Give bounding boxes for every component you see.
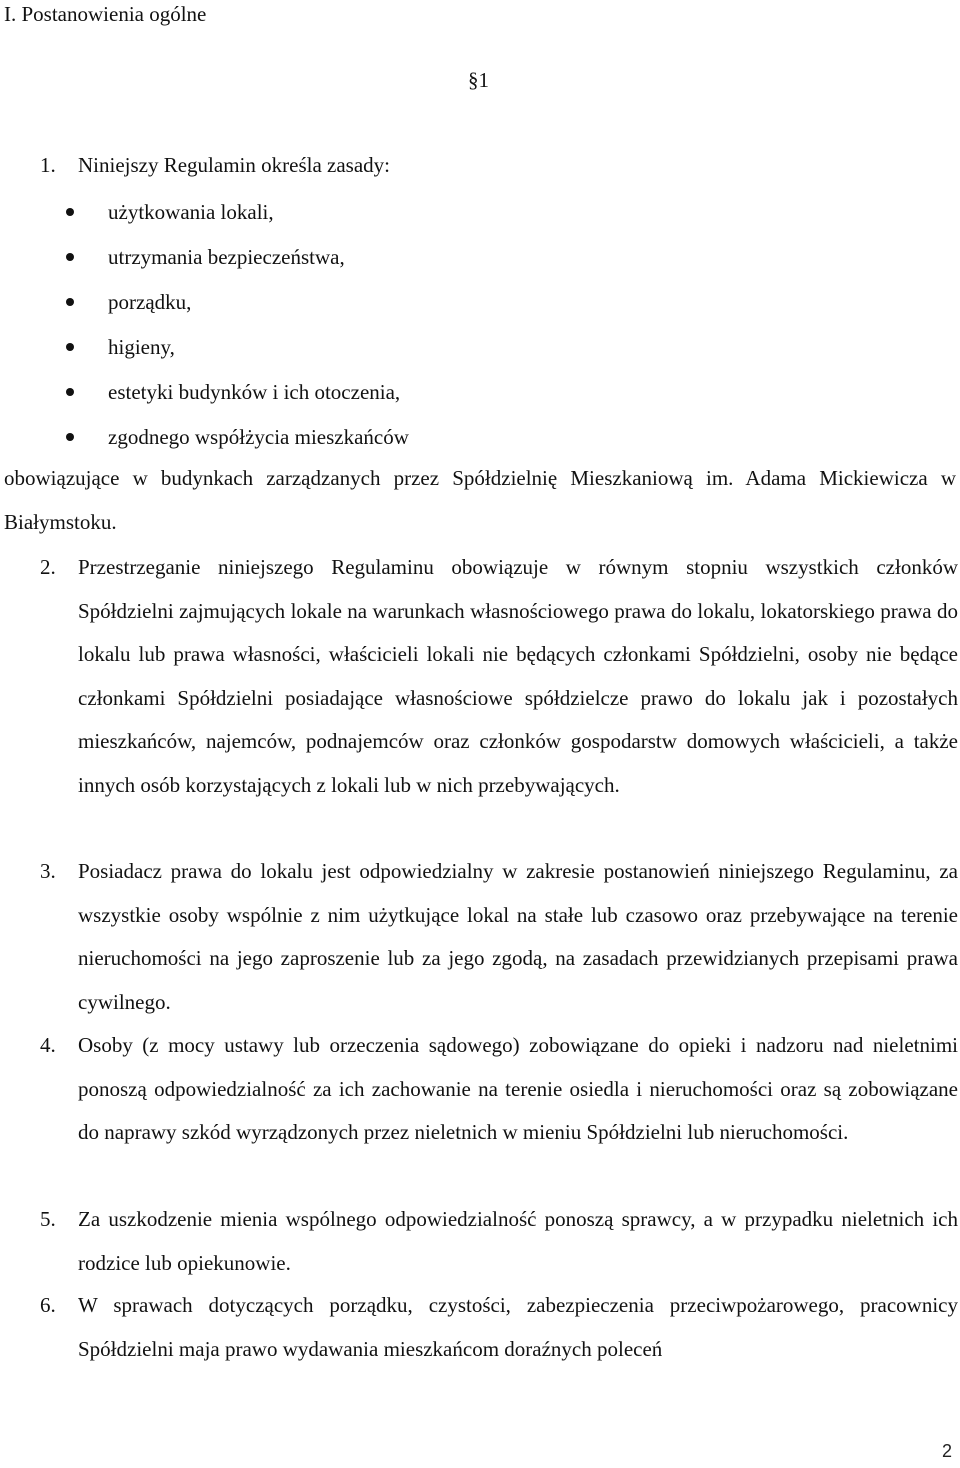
- list-item-2: [40, 546, 958, 807]
- section-heading: I. Postanowienia ogólne: [4, 2, 207, 26]
- bullet-icon: [66, 433, 74, 441]
- bullet-label: higieny,: [108, 335, 175, 359]
- bullet-label: estetyki budynków i ich otoczenia,: [108, 380, 401, 404]
- bullet-label: utrzymania bezpieczeństwa,: [108, 245, 345, 269]
- bullet-icon: [66, 343, 74, 351]
- item-number: 6.: [40, 1293, 56, 1317]
- item-number: 5.: [40, 1207, 56, 1231]
- page-number: 2: [941, 1441, 952, 1461]
- bullet-label: użytkowania lokali,: [108, 200, 274, 224]
- item-text: W sprawach dotyczących porządku, czystości, zabezpieczenia przeciwpożarowego, pracownicy Spółdzielni maja prawo wydawania mieszkańcom doraźnych poleceń: [78, 1293, 958, 1361]
- paragraph-mark: §1: [468, 68, 489, 92]
- bullet-label: porządku,: [108, 290, 192, 314]
- item-number: 2.: [40, 555, 56, 579]
- item-text: Za uszkodzenie mienia wspólnego odpowiedzialność ponoszą sprawcy, a w przypadku nieletnich ich rodzice lub opiekunowie.: [78, 1207, 958, 1275]
- item-text: Osoby (z mocy ustawy lub orzeczenia sądowego) zobowiązane do opieki i nadzoru nad nieletnimi ponoszą odpowiedzialność za ich zachowanie na terenie osiedla i nieruchomości oraz są zobowiązane do naprawy szkód wyrządzonych przez nieletnich w mieniu Spółdzielni lub nieruchomości.: [78, 1033, 958, 1144]
- item-number: 1.: [40, 153, 56, 177]
- item-number: 3.: [40, 859, 56, 883]
- item-number: 4.: [40, 1033, 56, 1057]
- list-item-6: [40, 1284, 958, 1371]
- list-item-5: [40, 1198, 958, 1285]
- bullet-icon: [66, 208, 74, 216]
- item-lead: Niniejszy Regulamin określa zasady:: [78, 153, 390, 177]
- list-item-3: [40, 850, 958, 1024]
- list-item-1: [40, 144, 958, 188]
- bullet-icon: [66, 253, 74, 261]
- bullet-icon: [66, 298, 74, 306]
- item-text: Przestrzeganie niniejszego Regulaminu obowiązuje w równym stopniu wszystkich członków Spółdzielni zajmujących lokale na warunkach własnościowego prawa do lokalu, lokatorskiego prawa do lokalu lub prawa własności, właścicieli lokali nie będących członkami Spółdzielni, osoby nie będące członkami Spółdzielni posiadające własnościowe spółdzielcze prawo do lokalu jak i pozostałych mieszkańców, najemców, podnajemców oraz członków gospodarstw domowych właścicieli, a także innych osób korzystających z lokali lub w nich przebywających.: [78, 555, 958, 797]
- bullet-icon: [66, 388, 74, 396]
- list-item-4: [40, 1024, 958, 1155]
- item-1-continuation: obowiązujące w budynkach zarządzanych przez Spółdzielnię Mieszkaniową im. Adama Mickiewicza w Białymstoku.: [4, 466, 956, 534]
- bullet-label: zgodnego współżycia mieszkańców: [108, 425, 409, 449]
- item-text: Posiadacz prawa do lokalu jest odpowiedzialny w zakresie postanowień niniejszego Regulaminu, za wszystkie osoby wspólnie z nim użytkujące lokal na stałe lub czasowo oraz przebywające na terenie nieruchomości na jego zaproszenie lub za jego zgodą, na zasadach przewidzianych przepisami prawa cywilnego.: [78, 859, 958, 1014]
